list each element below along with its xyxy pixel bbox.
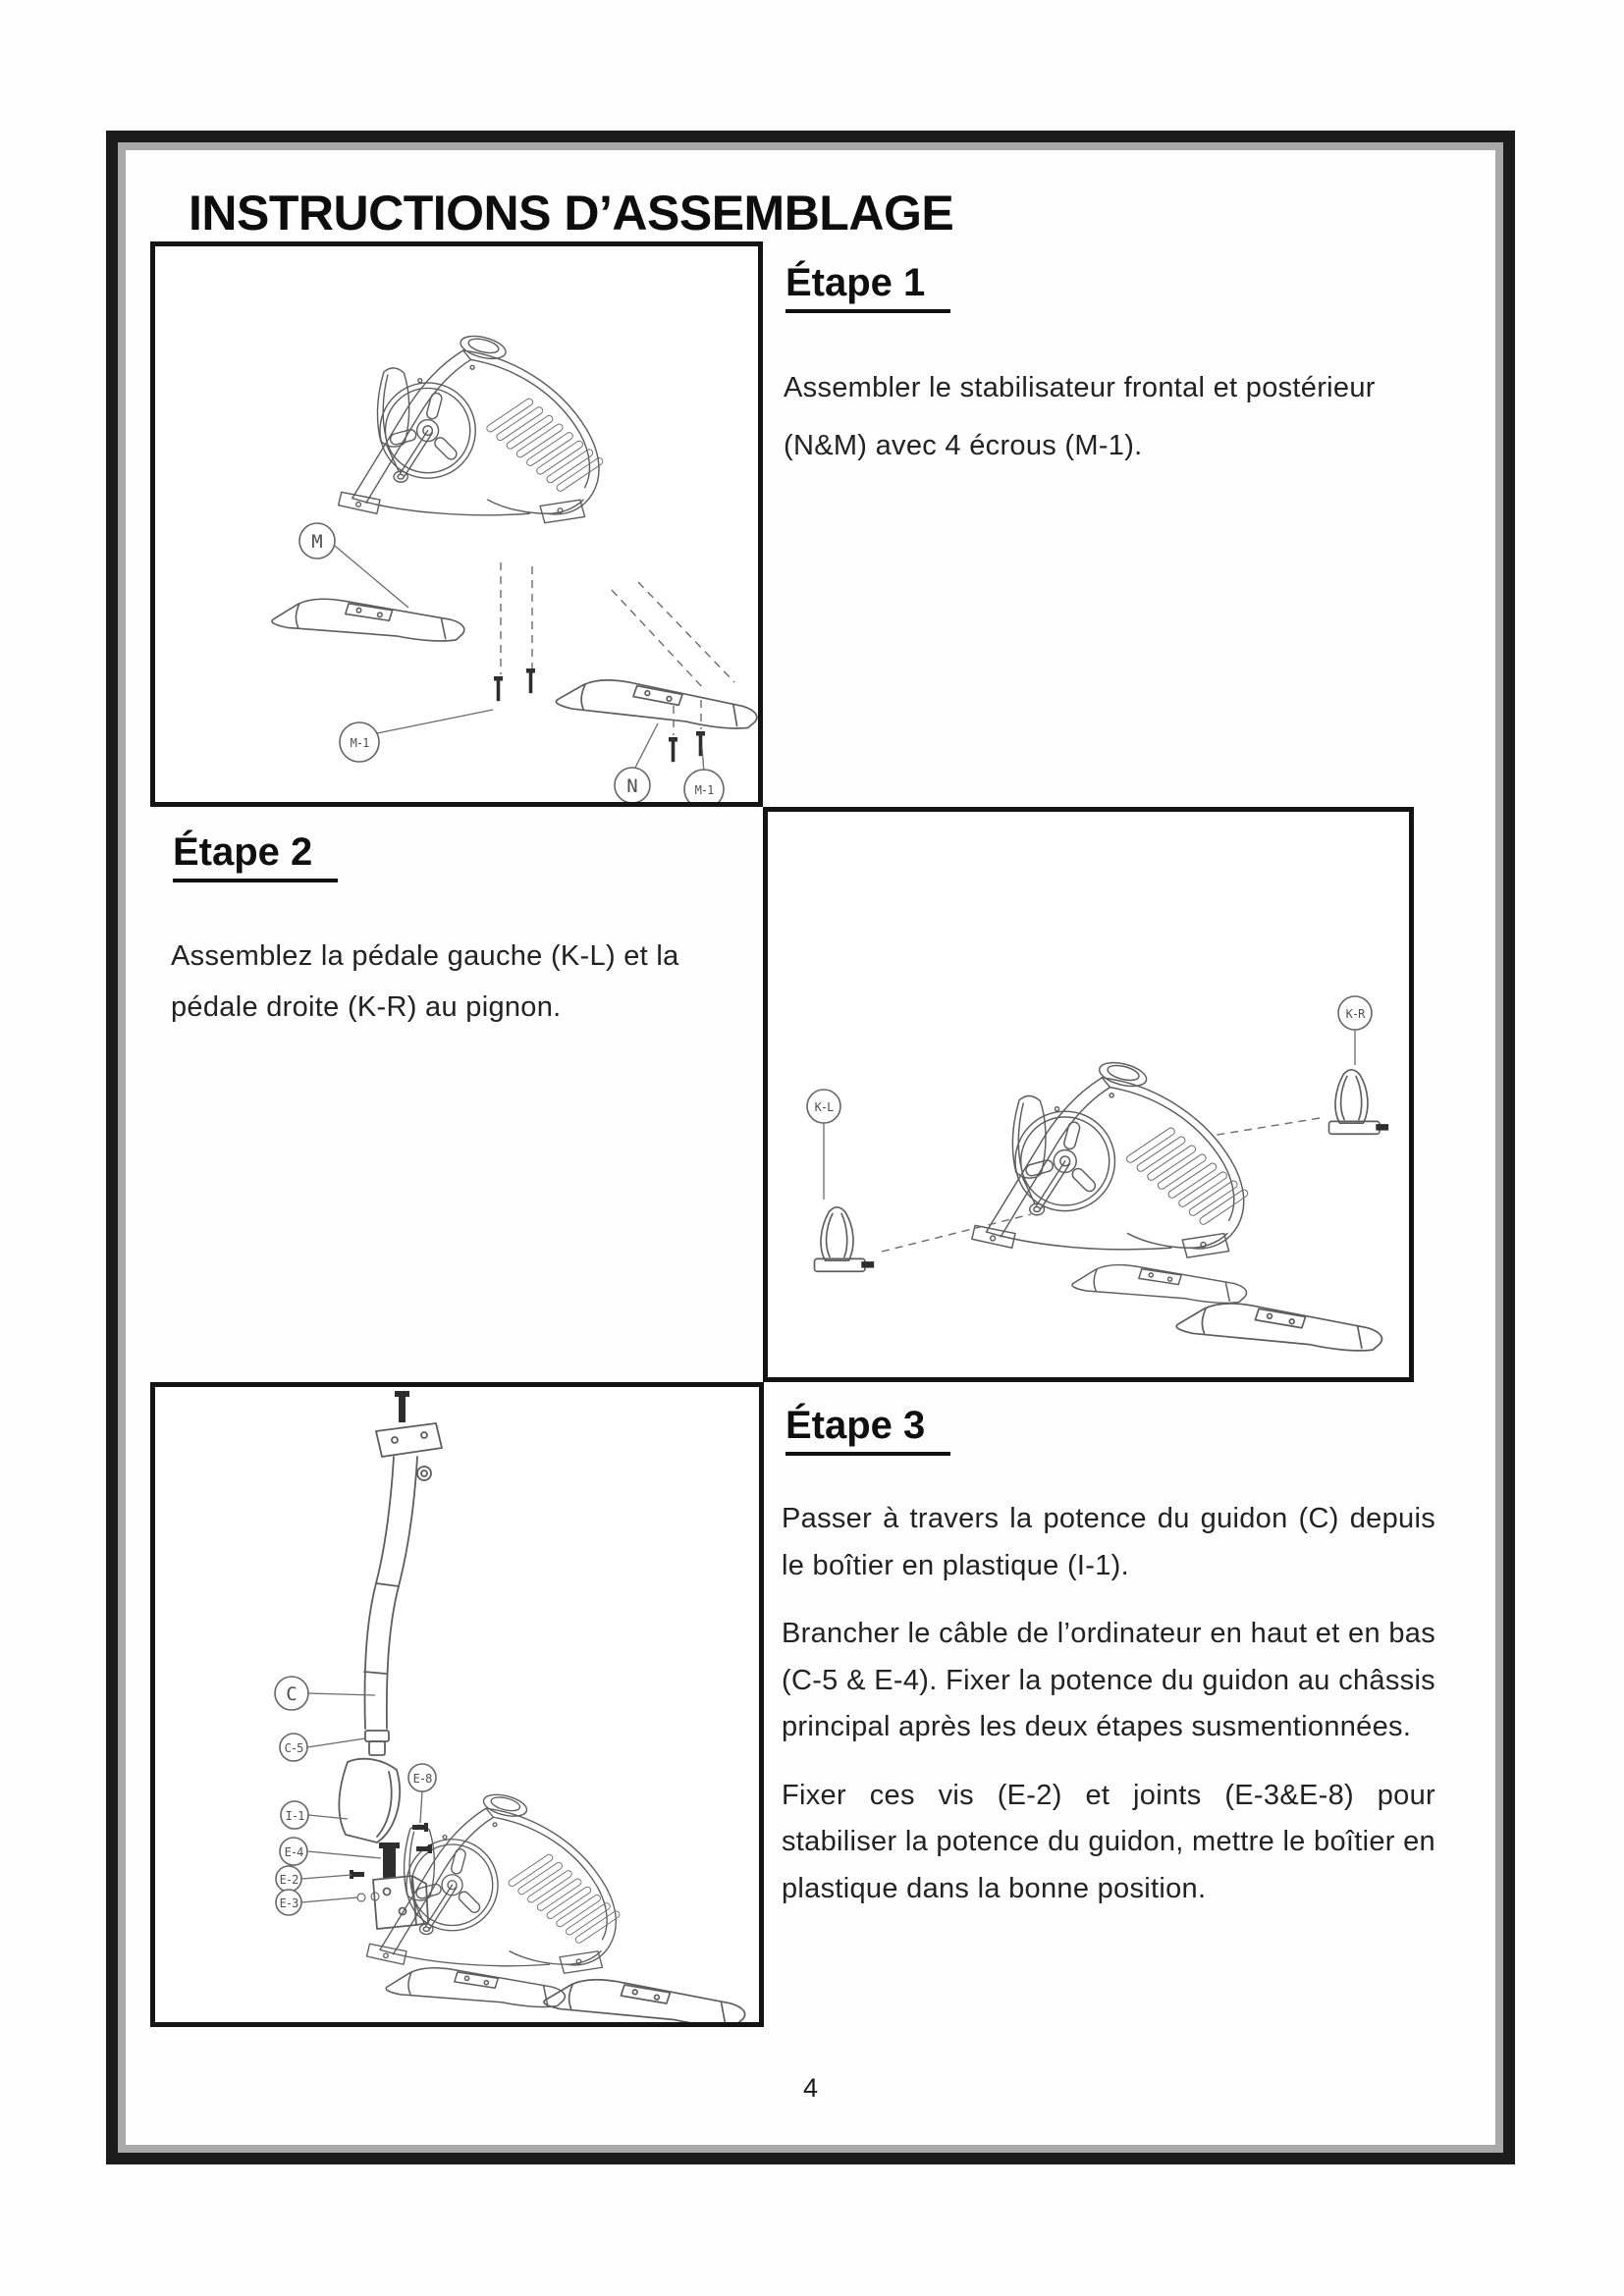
plastic-boot-drawing: [339, 1759, 400, 1842]
handlebar-stem-drawing: [339, 1391, 442, 1929]
step1-text: Assembler le stabilisateur frontal et postérieur (N&M) avec 4 écrous (M-1).: [784, 372, 1376, 462]
step3-paragraph-2: Brancher le câble de l’ordinateur en haut et en bas (C-5 & E-4). Fixer la potence du guidon au châssis principal après les deux étapes susmentionnées.: [782, 1618, 1435, 1743]
step1-diagram: [155, 246, 758, 802]
left-pedal-drawing: [815, 1207, 875, 1271]
svg-text:C: C: [286, 1683, 298, 1705]
label-rear-bolts: [684, 770, 724, 802]
svg-text:E-3: E-3: [279, 1896, 298, 1910]
svg-text:I-1: I-1: [285, 1809, 304, 1823]
label-stem-connector: [280, 1734, 307, 1761]
step3-paragraph-3: Fixer ces vis (E-2) et joints (E-3&E-8) pour stabiliser la potence du guidon, mettre le boîtier en plastique dans la bonne position.: [782, 1779, 1435, 1904]
svg-text:K-L: K-L: [814, 1100, 834, 1114]
label-plastic-boot: [281, 1801, 308, 1829]
front-stabilizer-bar: [271, 596, 465, 642]
label-right-pedal: [1338, 996, 1372, 1030]
page-number: 4: [802, 2073, 819, 2103]
bike-drawing: [339, 332, 605, 522]
svg-text:N: N: [626, 775, 638, 797]
step3-diagram: [155, 1387, 759, 2022]
step3-paragraph-1: Passer à travers la potence du guidon (C) depuis le boîtier en plastique (I-1).: [782, 1503, 1435, 1581]
svg-text:M-1: M-1: [694, 783, 714, 797]
step2-text: Assemblez la pédale gauche (K-L) et la pédale droite (K-R) au pignon.: [171, 940, 679, 1024]
svg-text:K-R: K-R: [1345, 1007, 1365, 1021]
label-post: [280, 1838, 307, 1865]
svg-text:E-4: E-4: [284, 1845, 303, 1859]
label-stem: [275, 1677, 308, 1710]
step2-heading: Étape 2: [173, 830, 338, 882]
step1-diagram-box: [150, 241, 763, 807]
page-title: INSTRUCTIONS D’ASSEMBLAGE: [189, 186, 954, 240]
label-washers: [276, 1890, 301, 1915]
svg-text:M: M: [311, 531, 323, 553]
step1-heading: Étape 1: [785, 261, 950, 313]
label-front-bar: [299, 523, 335, 559]
label-rear-bar: [615, 768, 650, 802]
label-screws: [276, 1866, 301, 1892]
step2-diagram-box: [763, 807, 1414, 1382]
svg-text:M-1: M-1: [350, 736, 369, 750]
rear-bolts: [669, 731, 705, 762]
rear-stabilizer-bar: [555, 675, 758, 730]
svg-text:C-5: C-5: [284, 1741, 303, 1755]
label-joint: [408, 1764, 436, 1791]
label-front-bolts: [340, 722, 379, 762]
step3-diagram-box: [150, 1382, 764, 2027]
bike-drawing: [972, 1058, 1383, 1353]
right-pedal-drawing: [1329, 1070, 1389, 1134]
svg-text:E-8: E-8: [412, 1772, 432, 1786]
step3-heading: Étape 3: [785, 1404, 950, 1456]
post-drawing: [383, 1846, 396, 1878]
step2-diagram: [768, 812, 1409, 1377]
label-left-pedal: [807, 1090, 840, 1123]
step3-text: [782, 1496, 1435, 1934]
svg-text:E-2: E-2: [279, 1873, 298, 1887]
